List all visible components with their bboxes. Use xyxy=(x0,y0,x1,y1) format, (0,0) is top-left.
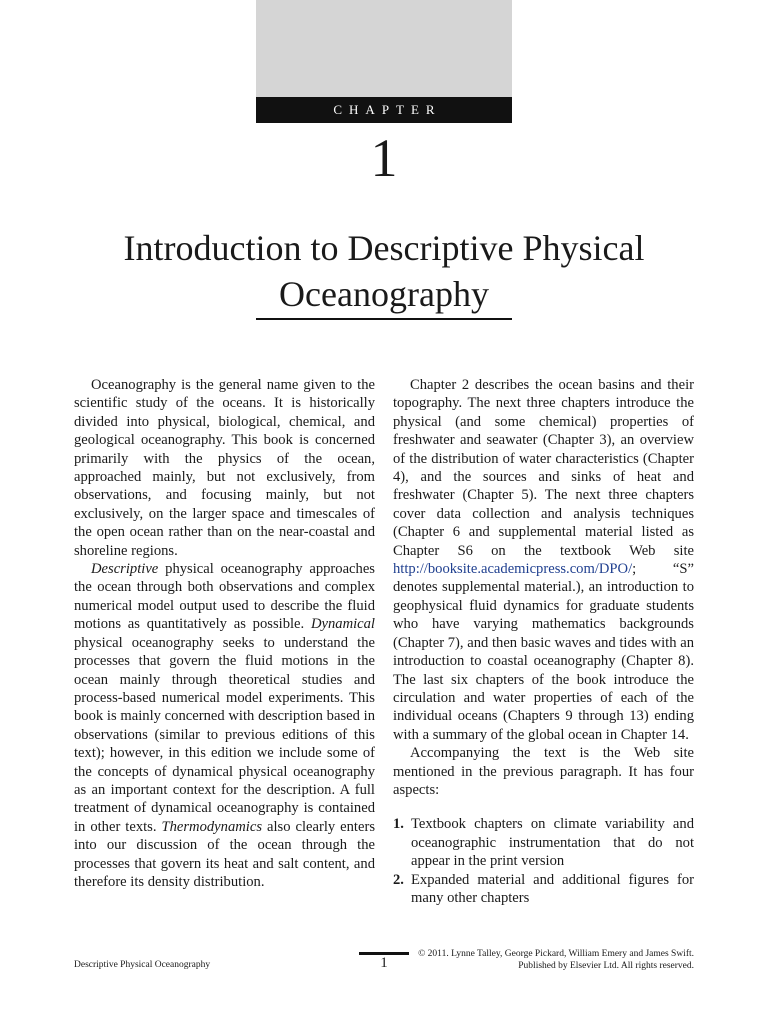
chapter-label: CHAPTER xyxy=(333,102,442,117)
list-item-number: 1. xyxy=(393,816,404,833)
list-item-number: 2. xyxy=(393,871,404,888)
list-item xyxy=(393,871,694,908)
page-number: 1 xyxy=(380,955,388,971)
left-column xyxy=(74,376,375,891)
list-item-text: Textbook chapters on climate variability and oceanographic instrumentation that do not appear in the print version xyxy=(411,816,694,870)
header-grey-block xyxy=(256,0,512,97)
paragraph-website: Accompanying the text is the Web site mentioned in the previous paragraph. It has four aspects: xyxy=(393,745,694,798)
footer-book-title: Descriptive Physical Oceanography xyxy=(74,960,211,970)
booksite-link[interactable]: http://booksite.academicpress.com/DPO/ xyxy=(393,561,633,578)
footer-copyright: © 2011. Lynne Talley, George Pickard, William Emery and James Swift. Published by Elsevier Ltd. All rights reserved. xyxy=(418,949,694,971)
paragraph-descriptive: Descriptive physical oceanography approaches the ocean through both observations and complex numerical model output used to describe the fluid motions as quantitatively as possible. Dynamical physical oceanography seeks to understand the processes that govern the fluid motions in the ocean mainly through theoretical studies and process-based numerical model experiments. This book is mainly concerned with description based in observations (similar to previous editions of this text); however, in this edition we include some of the concepts of dynamical physical oceanography as an important context for the description. A full treatment of dynamical oceanography is contained in other texts. Thermodynamics also clearly enters into our discussion of the ocean through the processes that govern its heat and salt content, and therefore its density distribution. xyxy=(74,561,375,890)
right-column xyxy=(393,376,694,907)
website-aspects-list xyxy=(393,815,694,907)
term-thermodynamics: Thermodynamics xyxy=(161,818,263,835)
list-item-text: Expanded material and additional figures for many other chapters xyxy=(411,871,694,906)
paragraph-intro: Oceanography is the general name given to the scientific study of the oceans. It is historically divided into physical, biological, chemical, and geological oceanography. This book is concerned primarily with the physics of the ocean, approached mainly, but not exclusively, from observations, and focusing mainly, but not exclusively, on the larger space and timescales of the open ocean rather than on the near-coastal and shoreline regions. xyxy=(74,377,375,559)
list-item xyxy=(393,815,694,870)
term-descriptive: Descriptive xyxy=(91,561,159,578)
chapter-title: Introduction to Descriptive Physical Oceanography xyxy=(123,228,645,314)
chapter-label-bar xyxy=(256,97,512,123)
chapter-number: 1 xyxy=(370,128,398,188)
paragraph-chapter-overview: Chapter 2 describes the ocean basins and their topography. The next three chapters introduce the physical (and some chemical) properties of freshwater and seawater (Chapter 3), an overview of the distribution of water characteristics (Chapter 4), and the sources and sinks of heat and freshwater (Chapter 5). The next three chapters cover data collection and analysis techniques (Chapter 6 and supplemental material listed as Chapter S6 on the textbook Web site http://booksite.academicpress.com/DPO/; “S” denotes supplemental material.), an introduction to geophysical fluid dynamics for graduate students who have varying mathematics backgrounds (Chapter 7), and then basic waves and tides with an introduction to coastal oceanography (Chapter 8). The last six chapters of the book introduce the circulation and water properties of each of the individual oceans (Chapters 9 through 13) ending with a summary of the global ocean in Chapter 14. xyxy=(393,377,694,743)
title-underline xyxy=(256,318,512,320)
term-dynamical: Dynamical xyxy=(310,616,375,633)
